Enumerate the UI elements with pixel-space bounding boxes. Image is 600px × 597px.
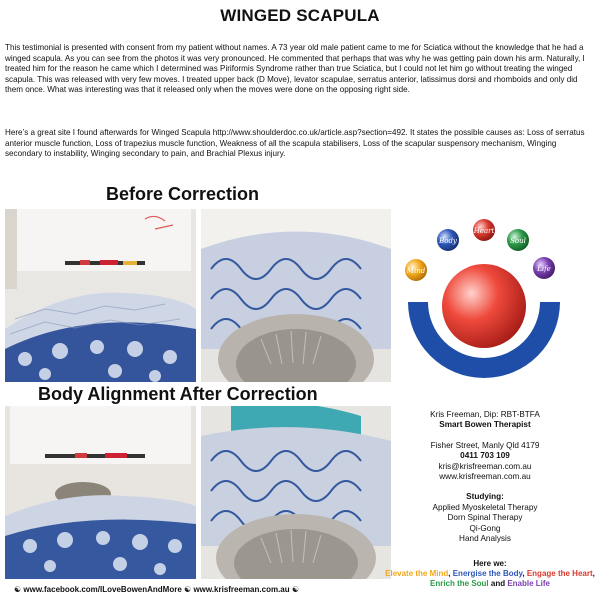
- facebook-link[interactable]: www.facebook.com/ILoveBowenAndMore: [23, 585, 182, 594]
- tagline-separator: ,: [522, 569, 527, 578]
- logo-sphere-heart: [473, 219, 495, 241]
- footer-links: [14, 585, 299, 594]
- tagline-soul: Enrich the Soul: [429, 579, 489, 588]
- logo-sphere-mind: [405, 259, 427, 281]
- therapist-role: Smart Bowen Therapist: [439, 420, 531, 430]
- tagline-body: Energise the Body: [452, 569, 523, 578]
- phone-number: 0411 703 109: [460, 451, 510, 461]
- after-photo-back: [5, 406, 196, 579]
- tagline-separator: ,: [592, 569, 595, 578]
- logo-sphere-soul: [507, 229, 529, 251]
- before-correction-heading: Before Correction: [106, 184, 260, 204]
- therapist-name: Kris Freeman, Dip: RBT-BTFA: [430, 410, 540, 419]
- tagline-separator: ,: [448, 569, 453, 578]
- studying-item: Hand Analysis: [459, 534, 511, 544]
- tagline-heart: Engage the Heart: [526, 569, 593, 578]
- yin-yang-icon: ☯: [14, 585, 22, 594]
- after-photo-head: [201, 406, 391, 579]
- here-we-block: [380, 559, 600, 589]
- yin-yang-icon: ☯: [291, 585, 300, 594]
- studying-label: Studying:: [466, 492, 504, 502]
- tagline-mind: Elevate the Mind: [385, 569, 449, 578]
- studying-item: Dorn Spinal Therapy: [447, 513, 523, 523]
- testimonial-paragraph: This testimonial is presented with consent from my patient without names. A 73 year old male patient came to me for Sciatica without the knowledge that he had a winged scapula. As you can see from the photos it was very pronounced. He commented that perhaps that was why he was getting pain down his arm. Naturally, I treated him for the reason he came which I determined was Piriformis Syndrome rather than true Sciatica, but I could not let him go without treating the winged scapula. This was released with very few moves. I treated upper back (D Move), levator scapulae, serratus anterior, latissimus dorsi and rhomboids and only did them once. What was interesting was that it released only when the moves were done on the opposing right side.: [5, 43, 585, 95]
- logo-word-heart: Heart: [473, 227, 495, 235]
- studying-item: Applied Myoskeletal Therapy: [432, 502, 538, 512]
- footer-website-link[interactable]: www.krisfreeman.com.au: [193, 585, 290, 594]
- logo-word-body: Body: [439, 237, 457, 245]
- after-correction-heading: Body Alignment After Correction: [38, 384, 318, 404]
- before-photo-back: [5, 209, 196, 382]
- mind-body-soul-logo: [404, 216, 564, 388]
- causes-paragraph: Here’s a great site I found afterwards for Winged Scapula http://www.shoulderdoc.co.uk/article.asp?section=492. It states the possible causes as: Loss of serratus anterior muscle function, Loss of trapezius muscle function, Weakness of all the scapula stabilisers, Loss of the scapular suspensory mechanism, Winging secondary to instability, Winging secondary to pain, and Brachial Plexus injury.: [5, 128, 585, 159]
- yin-yang-icon: ☯: [184, 585, 192, 594]
- tagline-life: Enable Life: [507, 579, 551, 588]
- email-link[interactable]: kris@krisfreeman.com.au: [438, 461, 532, 471]
- website-link[interactable]: www.krisfreeman.com.au: [439, 472, 531, 482]
- before-photo-head: [201, 209, 391, 382]
- page-title: WINGED SCAPULA: [220, 6, 380, 25]
- logo-sphere-body: [437, 229, 459, 251]
- logo-word-life: Life: [537, 265, 551, 273]
- logo-center-sphere: [442, 264, 526, 348]
- logo-word-mind: Mind: [406, 267, 426, 275]
- contact-card: [400, 410, 570, 544]
- address: Fisher Street, Manly Qld 4179: [430, 440, 540, 450]
- here-we-tagline: [380, 569, 600, 589]
- studying-item: Qi-Gong: [469, 523, 501, 533]
- logo-word-soul: Soul: [510, 237, 526, 245]
- tagline-separator: and: [488, 579, 508, 588]
- here-we-label: Here we:: [473, 559, 507, 568]
- logo-sphere-life: [533, 257, 555, 279]
